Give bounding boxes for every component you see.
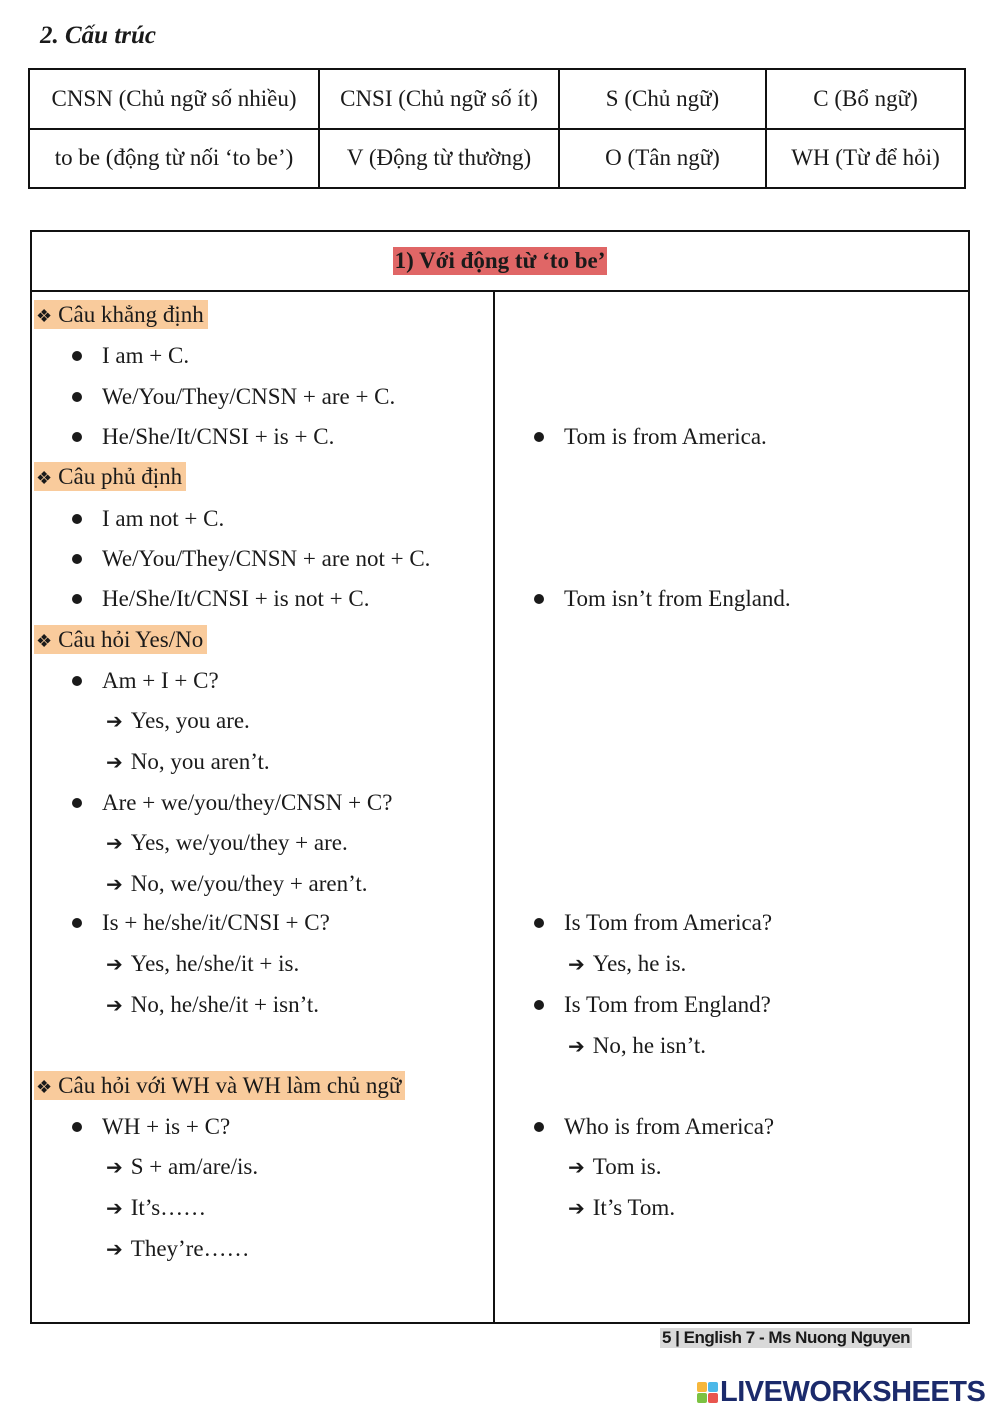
arrow-right-icon: ➔	[106, 993, 123, 1017]
grammar-box	[30, 230, 970, 1324]
answer-item: ➔ No, you aren’t.	[106, 749, 270, 774]
rule-item: He/She/It/CNSI + is not + C.	[72, 586, 369, 612]
abbr-cell: S (Chủ ngữ)	[559, 69, 766, 129]
answer-item: ➔ Yes, we/you/they + are.	[106, 830, 348, 855]
arrow-right-icon: ➔	[106, 831, 123, 855]
bullet-icon	[534, 432, 544, 442]
bullet-icon	[72, 392, 82, 402]
box-header	[32, 232, 968, 292]
arrow-right-icon: ➔	[106, 872, 123, 896]
rule-item: He/She/It/CNSI + is + C.	[72, 424, 334, 450]
arrow-right-icon: ➔	[106, 1155, 123, 1179]
bullet-icon	[72, 798, 82, 808]
heading-wh: ❖ Câu hỏi với WH và WH làm chủ ngữ	[34, 1073, 405, 1099]
abbr-cell: WH (Từ để hỏi)	[766, 129, 965, 189]
example-item: Tom is from America.	[534, 424, 767, 450]
box-title: 1) Với động từ ‘to be’	[394, 248, 606, 273]
rule-item: We/You/They/CNSN + are + C.	[72, 384, 395, 410]
answer-item: ➔ Yes, you are.	[106, 708, 250, 733]
abbreviation-table	[28, 68, 966, 189]
arrow-right-icon: ➔	[106, 952, 123, 976]
example-item: Tom isn’t from England.	[534, 586, 791, 612]
bullet-icon	[72, 432, 82, 442]
diamond-bullet-icon: ❖	[36, 468, 53, 488]
brand-name: LIVEWORKSHEETS	[720, 1376, 986, 1408]
bullet-icon	[72, 1122, 82, 1132]
bullet-icon	[72, 514, 82, 524]
column-divider	[493, 290, 495, 1322]
bullet-icon	[72, 918, 82, 928]
example-item: Who is from America?	[534, 1114, 774, 1140]
liveworksheets-logo-icon	[697, 1382, 718, 1403]
bullet-icon	[534, 918, 544, 928]
example-item: Is Tom from England?	[534, 992, 771, 1018]
rule-item: Are + we/you/they/CNSN + C?	[72, 790, 392, 816]
page-footer: 5 | English 7 - Ms Nuong Nguyen	[662, 1328, 911, 1347]
heading-negative: ❖ Câu phủ định	[34, 464, 186, 490]
bullet-icon	[72, 676, 82, 686]
answer-item: ➔ S + am/are/is.	[106, 1154, 259, 1179]
answer-item: ➔ Yes, he/she/it + is.	[106, 951, 300, 976]
rule-item: WH + is + C?	[72, 1114, 230, 1140]
rule-item: I am + C.	[72, 343, 189, 369]
arrow-right-icon: ➔	[568, 1196, 585, 1220]
bullet-icon	[534, 1122, 544, 1132]
answer-item: ➔ They’re……	[106, 1236, 250, 1261]
rule-item: Am + I + C?	[72, 668, 219, 694]
arrow-right-icon: ➔	[106, 1196, 123, 1220]
example-answer: ➔ It’s Tom.	[568, 1195, 676, 1220]
abbr-cell: CNSN (Chủ ngữ số nhiều)	[29, 69, 319, 129]
diamond-bullet-icon: ❖	[36, 306, 53, 326]
rule-item: We/You/They/CNSN + are not + C.	[72, 546, 430, 572]
section-title: 2. Cấu trúc	[40, 22, 157, 49]
example-answer: ➔ Tom is.	[568, 1154, 662, 1179]
rule-item: I am not + C.	[72, 506, 224, 532]
diamond-bullet-icon: ❖	[36, 1077, 53, 1097]
example-item: Is Tom from America?	[534, 910, 772, 936]
bullet-icon	[534, 594, 544, 604]
bullet-icon	[72, 594, 82, 604]
diamond-bullet-icon: ❖	[36, 631, 53, 651]
arrow-right-icon: ➔	[568, 952, 585, 976]
liveworksheets-brand[interactable]	[697, 1376, 985, 1409]
example-answer: ➔ No, he isn’t.	[568, 1033, 707, 1058]
heading-affirmative: ❖ Câu khẳng định	[34, 302, 208, 328]
abbr-cell: CNSI (Chủ ngữ số ít)	[319, 69, 559, 129]
abbr-cell: O (Tân ngữ)	[559, 129, 766, 189]
answer-item: ➔ No, he/she/it + isn’t.	[106, 992, 319, 1017]
arrow-right-icon: ➔	[568, 1034, 585, 1058]
bullet-icon	[534, 1000, 544, 1010]
arrow-right-icon: ➔	[106, 709, 123, 733]
abbr-cell: V (Động từ thường)	[319, 129, 559, 189]
abbr-cell: to be (động từ nối ‘to be’)	[29, 129, 319, 189]
bullet-icon	[72, 554, 82, 564]
abbr-cell: C (Bổ ngữ)	[766, 69, 965, 129]
arrow-right-icon: ➔	[106, 1237, 123, 1261]
answer-item: ➔ It’s……	[106, 1195, 207, 1220]
arrow-right-icon: ➔	[106, 750, 123, 774]
answer-item: ➔ No, we/you/they + aren’t.	[106, 871, 368, 896]
example-answer: ➔ Yes, he is.	[568, 951, 687, 976]
arrow-right-icon: ➔	[568, 1155, 585, 1179]
rule-item: Is + he/she/it/CNSI + C?	[72, 910, 330, 936]
heading-yes-no: ❖ Câu hỏi Yes/No	[34, 627, 207, 653]
bullet-icon	[72, 351, 82, 361]
